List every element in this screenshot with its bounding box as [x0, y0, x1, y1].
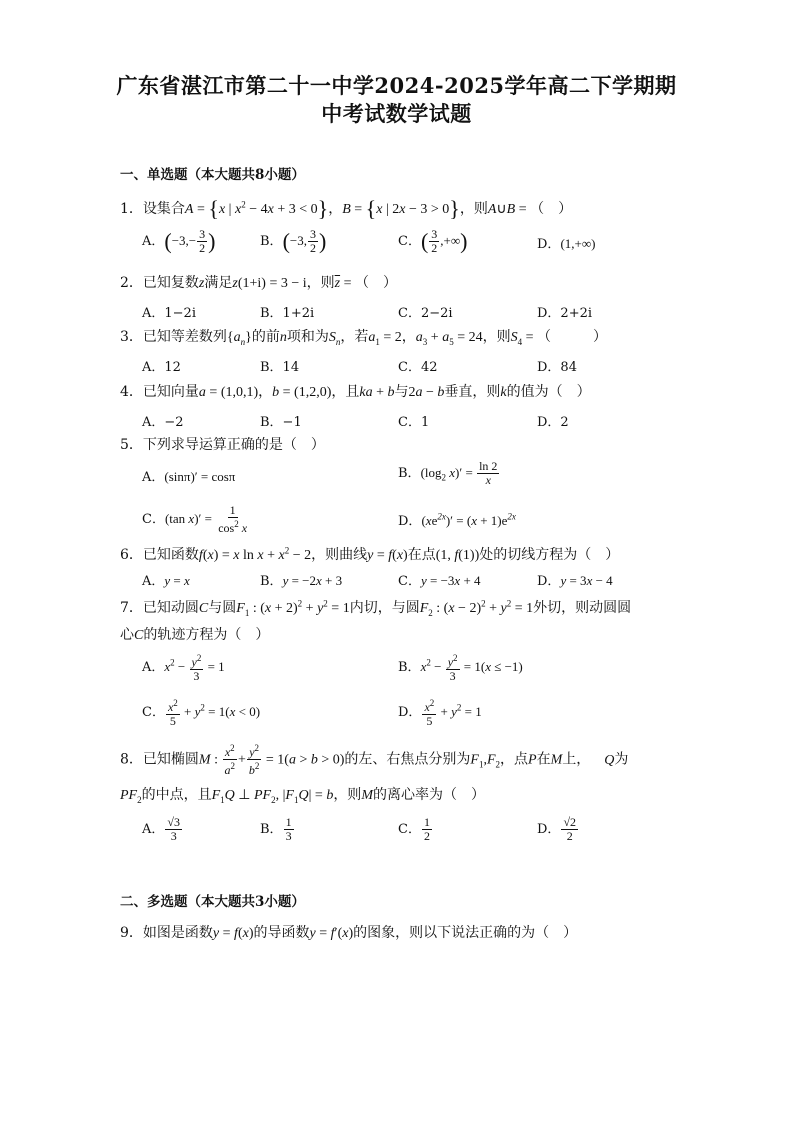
q7-option-c[interactable]: C． $\frac{x^2}{5}$ + $y^2 = 1(x < 0)$	[142, 698, 261, 728]
q5-option-d[interactable]: D．$(xe^{2x})' = (x + 1)e^{2x}$	[398, 511, 516, 529]
q2-option-d[interactable]: D．2+2i	[537, 306, 593, 321]
q5-option-b[interactable]: B．($\log_2$ x)′ = $\frac{\ln 2}{x}$	[398, 459, 498, 487]
exam-title-line1: 广东省湛江市第二十一中学2024-2025学年高二下学期期	[116, 73, 677, 98]
q1-text2: ，	[328, 201, 343, 217]
q1-option-c[interactable]: C．( $\frac{3}{2}$ ,+∞)	[398, 227, 468, 255]
question-1: 1．设集合A = {x | $x^2 - 4x + 3 < 0$}，B = {x | 2x − 3 > 0}，则A∪B = （ ）	[120, 196, 573, 221]
q6-option-b[interactable]: B．y = −2x + 3	[260, 573, 343, 589]
question-9: 9．如图是函数y = f(x)的导函数y = f′(x)的图象，则以下说法正确的为（ ）	[120, 925, 578, 941]
q2-option-a[interactable]: A．1−2i	[142, 306, 196, 321]
q2-option-b[interactable]: B．1+2i	[260, 306, 315, 321]
q3-option-a[interactable]: A．12	[142, 360, 181, 375]
question-3: 3．已知等差数列$\{a_n\}$的前n项和为$S_n$，若$a_1 = 2$，$a_3 + a_5 = 24$，则$S_4$ = （ ）	[120, 329, 608, 347]
q6-option-d[interactable]: D．y = 3x − 4	[537, 573, 613, 589]
q8-option-a[interactable]: A． $\frac{√3}{3}$	[142, 815, 180, 843]
q7-option-a[interactable]: A．$x^2$ − $\frac{y^2}{3}$ = 1	[142, 653, 225, 683]
q1-text3: ，则	[459, 201, 488, 217]
q1-text: 1．设集合	[120, 201, 185, 217]
q4-option-d[interactable]: D．2	[537, 415, 569, 430]
question-5: 5．下列求导运算正确的是（ ）	[120, 437, 325, 453]
q3-option-d[interactable]: D．84	[537, 360, 577, 375]
q1-option-a[interactable]: A．(−3,− $\frac{3}{2}$ )	[142, 227, 216, 255]
question-6: 6．已知函数f(x) = x $\ln x + x^2 - 2$，则曲线y = f(x)在点(1, f(1))处的切线方程为（ ）	[120, 545, 620, 563]
question-2: 2．已知复数z满足z(1+i) = 3 − i，则$\overline{z}$ = （ ）	[120, 275, 397, 291]
question-7-line1: 7．已知动圆C与圆$F_1$ : $(x + 2)^2 + y^2 = 1$内切，与圆$F_2$ : $(x - 2)^2 + y^2 = 1$外切，则动圆圆	[120, 598, 632, 618]
q8-option-c[interactable]: C． $\frac{1}{2}$	[398, 815, 430, 843]
q7-option-b[interactable]: B．$x^2$ − $\frac{y^2}{3}$ = 1(x ≤ −1)	[398, 653, 523, 683]
q2-option-c[interactable]: C．2−2i	[398, 306, 453, 321]
question-8-line1: 8．已知椭圆M : $\frac{x^2}{a^2}$ + $\frac{y^2}{b^2}$ = 1(a > b > 0)的左、右焦点分别为$F_1,F_2$，点P在M上， Q为	[120, 743, 629, 777]
q1-text4: （ ）	[530, 201, 573, 217]
q5-option-a[interactable]: A．(sinπ)′ = cosπ	[142, 469, 236, 485]
q3-option-b[interactable]: B．14	[260, 360, 300, 375]
q1-option-b[interactable]: B．(−3, $\frac{3}{2}$ )	[260, 227, 327, 255]
section-single-choice: 一、单选题（本大题共8小题）	[120, 167, 305, 183]
q1-option-d[interactable]: D．(1,+∞)	[537, 236, 596, 252]
exam-title-line2: 中考试数学试题	[321, 101, 472, 126]
q6-option-a[interactable]: A．y = x	[142, 573, 190, 589]
q8-option-b[interactable]: B． $\frac{1}{3}$	[260, 815, 292, 843]
q4-option-c[interactable]: C．1	[398, 415, 430, 430]
question-7-line2: 心C的轨迹方程为（ ）	[120, 627, 270, 643]
q4-option-b[interactable]: B．−1	[260, 415, 302, 430]
q8-option-d[interactable]: D． $\frac{√2}{2}$	[537, 815, 577, 843]
q7-option-d[interactable]: D． $\frac{x^2}{5}$ + $y^2 = 1$	[398, 698, 482, 728]
question-8-line2: $PF_2$的中点，且$F_1Q$ ⊥ $PF_2$, $|F_1Q| = b$，则M的离心率为（ ）	[120, 787, 485, 805]
q5-option-c[interactable]: C．(tan x)′ = $\frac{1}{\cos^2 x}$	[142, 503, 248, 535]
q6-option-c[interactable]: C．y = −3x + 4	[398, 573, 481, 589]
q3-option-c[interactable]: C．42	[398, 360, 438, 375]
question-4: 4．已知向量a = (1,0,1)，b = (1,2,0)，且ka + b与2a − b垂直，则k的值为（ ）	[120, 384, 591, 400]
section-multiple-choice: 二、多选题（本大题共3小题）	[120, 894, 305, 910]
q4-option-a[interactable]: A．−2	[142, 415, 184, 430]
